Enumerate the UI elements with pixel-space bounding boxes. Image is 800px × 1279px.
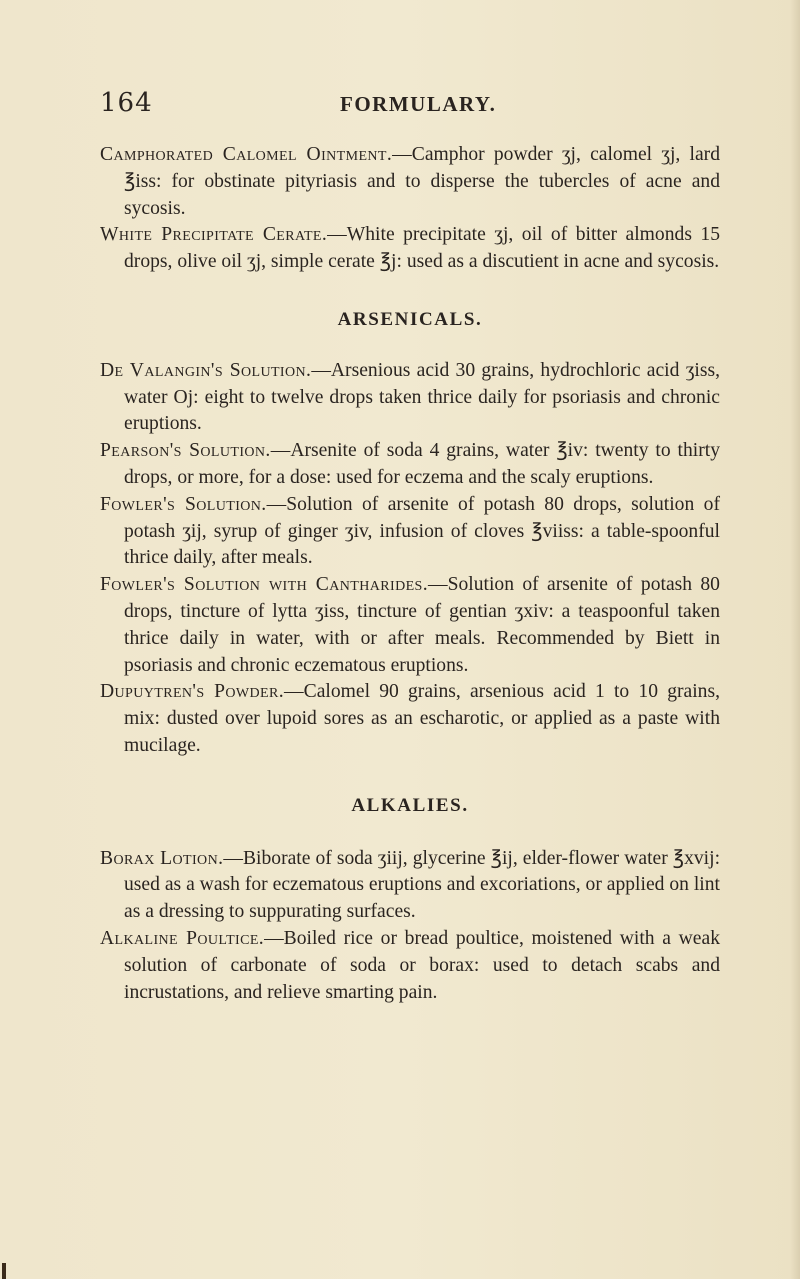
formula-title: De Valangin's Solution.: [100, 359, 312, 381]
section-heading-arsenicals: ARSENICALS.: [337, 308, 483, 330]
formula-title: Fowler's Solution with Cantharides.: [100, 574, 429, 596]
formula-entry-alkaline-poultice: [100, 926, 720, 1006]
formula-entry-borax-lotion: [100, 846, 720, 926]
formula-text: —Solution of arsenite of potash 80 drops, solution of potash ʒij, syrup of ginger ʒiv, infusion of cloves ℥viiss: a table-spoonful thrice daily, after meals.: [124, 493, 720, 569]
formula-title: Alkaline Poultice.: [100, 927, 265, 949]
page-number: 164: [100, 88, 153, 118]
formula-text: —White precipitate ʒj, oil of bitter almonds 15 drops, olive oil ʒj, simple cerate ℥j: used as a discutient in acne and sycosis.: [124, 224, 721, 273]
formula-entry-fowlers-solution-with-cantharides: [100, 572, 720, 679]
formula-text: —Arsenious acid 30 grains, hydrochloric acid ʒiss, water Oj: eight to twelve drops taken thrice daily for psoriasis and chronic eruptions.: [124, 359, 720, 435]
formula-title: White Precipitate Cerate.: [100, 224, 328, 246]
formula-text: —Boiled rice or bread poultice, moistened with a weak solution of carbonate of soda or borax: used to detach scabs and incrustations, and relieve smarting pain.: [124, 927, 720, 1003]
running-head: FORMULARY.: [340, 92, 497, 116]
formula-entry-fowlers-solution: [100, 492, 720, 572]
page-header: [100, 88, 720, 128]
formula-text: —Biborate of soda ʒiij, glycerine ℥ij, elder-flower water ℥xvij: used as a wash for eczematous eruptions and excoriations, or applied on lint as a dressing to suppurating surfaces.: [124, 847, 721, 923]
formula-entry-white-precipitate-cerate: [100, 222, 720, 276]
formula-title: Fowler's Solution.: [100, 493, 267, 515]
formula-text: —Camphor powder ʒj, calomel ʒj, lard ℥iss: for obstinate pityriasis and to disperse the tubercles of acne and sycosis.: [124, 144, 720, 219]
formula-entry-de-valangins-solution: [100, 358, 720, 438]
page-body: [100, 142, 720, 1006]
formula-entry-camphorated-calomel-ointment: [100, 142, 720, 222]
formula-text: —Arsenite of soda 4 grains, water ℥iv: twenty to thirty drops, or more, for a dose: used for eczema and the scaly eruptions.: [124, 440, 720, 488]
formula-title: Dupuytren's Powder.: [100, 681, 285, 703]
formula-title: Pearson's Solution.: [100, 440, 271, 462]
formula-entry-dupuytrens-powder: [100, 679, 720, 759]
section-heading-alkalies: ALKALIES.: [351, 794, 469, 816]
formula-entry-pearsons-solution: [100, 438, 720, 492]
formula-text: —Solution of arsenite of potash 80 drops, tincture of lytta ʒiss, tincture of gentian ʒxiv: a teaspoonful taken thrice daily in water, with or after meals. Recommended by Biett in psoriasis and chronic eczematous eruptions.: [124, 574, 720, 676]
formula-title: Camphorated Calomel Ointment.: [100, 144, 393, 165]
formula-title: Borax Lotion.: [100, 847, 224, 869]
formula-text: —Calomel 90 grains, arsenious acid 1 to 10 grains, mix: dusted over lupoid sores as an escharotic, or applied as a paste with mucilage.: [124, 681, 720, 756]
page-edge-mark: [2, 1263, 6, 1279]
